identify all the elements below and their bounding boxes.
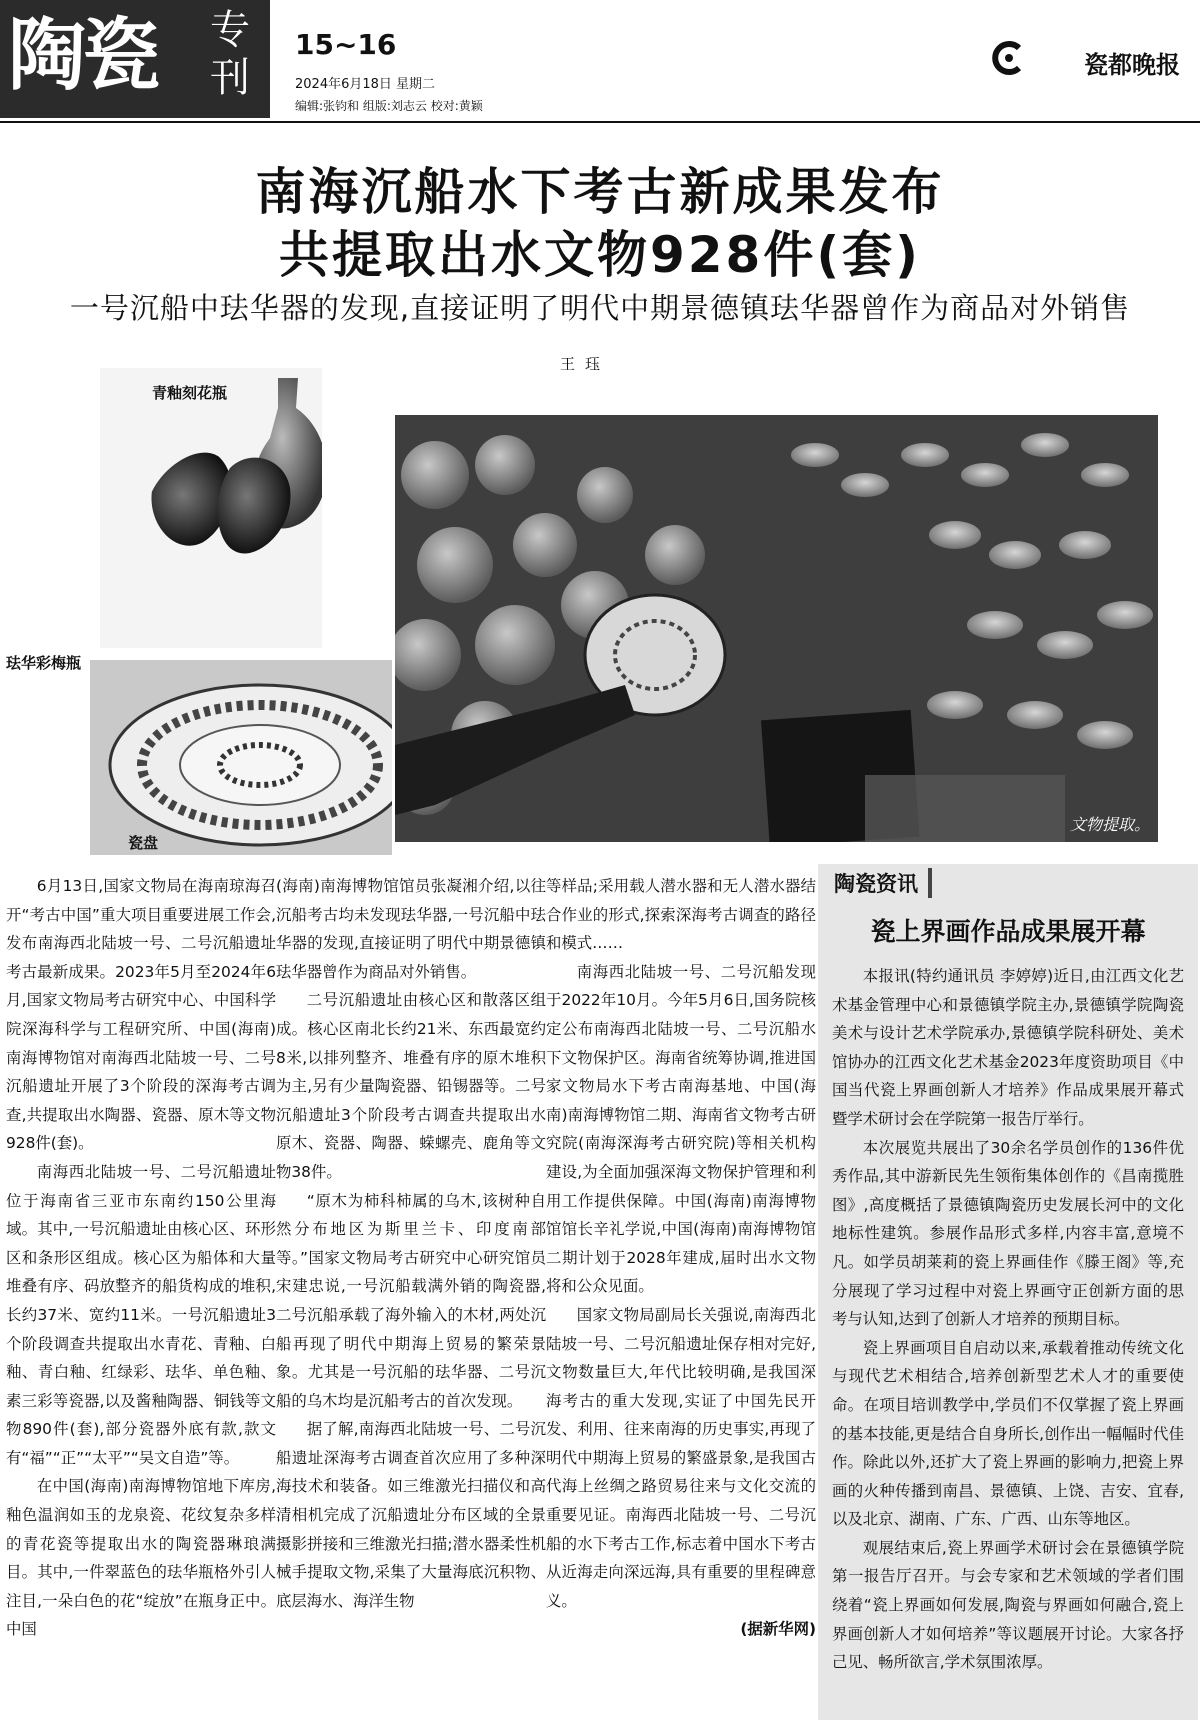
- paragraph: 瓷上界画项目自启动以来,承载着推动传统文化与现代艺术相结合,培养创新型艺术人才的重要使命。在项目培训教学中,学员们不仅掌握了瓷上界画的基本技能,更是结合自身所长,创作出一幅幅时代佳作。除此以外,还扩大了瓷上界画的影响力,把瓷上界画的火种传播到南昌、景德镇、上饶、吉安、宜春,以及北京、湖南、广东、广西、山东等地区。: [832, 1338, 1184, 1529]
- masthead-rule: [0, 121, 1200, 123]
- paragraph: 南海西北陆坡一号、二号沉船遗址位于海南省三亚市东南约150公里海域。其中,一号沉船遗址由核心区、环形区和条形区组成。核心区为船体和大量堆叠有序、码放整齐的船货构成的堆积,长约37米、宽约11米。一号沉船遗址3个阶段调查共提取出水青花、青釉、白釉、青白釉、红绿彩、珐华、单色釉、素三彩等瓷器,以及酱釉陶器、铜钱等文物890件(套),部分瓷器外底有款,款文有“福”“正”“太平”“吴文自造”等。: [6, 1162, 276, 1467]
- byline: 王珏: [560, 355, 611, 373]
- paragraph: 观展结束后,瓷上界画学术研讨会在景德镇学院第一报告厅召开。与会专家和艺术领域的学者们围绕着“瓷上界画如何发展,陶瓷与界画如何融合,瓷上界画创新人才如何培养”等议题展开讨论。大家各抒己见、畅所欲言,学术氛围浓厚。: [832, 1538, 1184, 1672]
- editors-line: 编辑:张钧和 组版:刘志云 校对:黄颖: [295, 99, 483, 113]
- sidebar-section-tag: 陶瓷资讯: [834, 868, 932, 898]
- paragraph: 在中国(海南)南海博物馆地下库房,釉色温润如玉的龙泉瓷、花纹复杂多样的青花瓷等提取出水的陶瓷器琳琅满目。其中,一件翠蓝色的珐华瓶格外引人注目,一朵白色的花“绽放”在瓶身正中。中国: [6, 1477, 276, 1639]
- issue-number: 15~16: [295, 28, 397, 61]
- paper-name: 瓷都晚报: [1084, 50, 1180, 79]
- article-column-3: [546, 872, 816, 1644]
- article-source: (据新华网): [740, 1620, 816, 1639]
- issue-date: 2024年6月18日 星期二: [295, 77, 436, 92]
- paragraph: 等样品;采用载人潜水器和无人潜水器结合作业的形式,探索深海考古调查的路径和模式……: [546, 877, 816, 953]
- paragraph: 6月13日,国家文物局在海南琼海召开“考古中国”重大项目重要进展工作会,发布南海西北陆坡一号、二号沉船遗址考古最新成果。2023年5月至2024年6月,国家文物局考古研究中心、中国科学院深海科学与工程研究所、中国(海南)南海博物馆对南海西北陆坡一号、二号沉船遗址开展了3个阶段的深海考古调查,共提取出水陶器、瓷器、原木等文物928件(套)。: [6, 877, 276, 1153]
- paragraph: “原木为柿科柿属的乌木,该树种自然分布地区为斯里兰卡、印度南部等。”国家文物局考古研究中心研究馆员宋建忠说,一号沉船载满外销的陶瓷器,二号沉船承载了海外输入的木材,两处沉船再现了明代中期海上贸易的繁荣景象。尤其是一号沉船的珐华器、二号沉船的乌木均是沉船考古的首次发现。: [276, 1191, 546, 1410]
- masthead-title: 陶瓷: [8, 10, 157, 101]
- photo-plate: [90, 660, 392, 855]
- masthead-subtitle: 专刊: [210, 7, 250, 101]
- headline-line-1: 南海沉船水下考古新成果发布: [255, 163, 945, 221]
- photo-underwater-site: [395, 415, 1158, 842]
- caption-vase: 青釉刻花瓶: [152, 384, 228, 402]
- caption-plate: 瓷盘: [128, 834, 159, 852]
- sidebar-headline: 瓷上界画作品成果展开幕: [870, 917, 1146, 946]
- paragraph: 南海西北陆坡一号、二号沉船发现于2022年10月。今年5月6日,国务院核定公布南海西北陆坡一号、二号沉船水下文物保护区。海南省统筹协调,推进国家文物局水下考古南海基地、中国(海南)南海博物馆二期、海南省文物考古研究院(南海深海考古研究院)等相关机构建设,为全面加强深海文物保护管理和利用工作提供保障。中国(海南)南海博物馆馆长辛礼学说,中国(海南)南海博物馆二期计划于2028年建成,届时出水文物将和公众见面。: [546, 962, 816, 1296]
- paragraph: 本次展览共展出了30余名学员创作的136件优秀作品,其中游新民先生领衔集体创作的《昌南揽胜图》,高度概括了景德镇陶瓷历史发展长河中的文化地标性建筑。参展作品形式多样,内容丰富,意境不凡。如学员胡莱莉的瓷上界画佳作《滕王阁》等,充分展现了学习过程中对瓷上界画守正创新方面的思考与认知,达到了创新人才培养的预期目标。: [832, 1138, 1184, 1329]
- headline-line-2: 共提取出水文物928件(套): [278, 226, 922, 284]
- photo-credit: 文物提取。: [1069, 815, 1150, 834]
- photo-vases: [100, 368, 322, 648]
- paragraph: (海南)南海博物馆馆员张凝湘介绍,以往沉船考古均未发现珐华器,一号沉船中珐华器的发现,直接证明了明代中期景德镇珐华器曾作为商品对外销售。: [276, 877, 546, 981]
- paragraph: 据了解,南海西北陆坡一号、二号沉船遗址深海考古调查首次应用了多种深海技术和装备。如三维激光扫描仪和高清相机完成了沉船遗址分布区域的全景摄影拼接和三维激光扫描;潜水器柔性机械手提取文物,采集了大量海底沉积物、底层海水、海洋生物: [276, 1420, 546, 1610]
- sidebar-body: [832, 962, 1184, 1677]
- paper-logo-icon: [989, 40, 1025, 76]
- paragraph: 国家文物局副局长关强说,南海西北陆坡一号、二号沉船遗址保存相对完好,文物数量巨大,年代比较明确,是我国深海考古的重大发现,实证了中国先民开发、利用、往来南海的历史事实,再现了明代中期海上贸易的繁盛景象,是我国古代海上丝绸之路贸易往来与文化交流的重要见证。南海西北陆坡一号、二号沉船的水下考古工作,标志着中国水下考古从近海走向深远海,具有重要的里程碑意义。: [546, 1305, 816, 1610]
- paragraph: 本报讯(特约通讯员 李婷婷)近日,由江西文化艺术基金管理中心和景德镇学院主办,景德镇学院陶瓷美术与设计艺术学院承办,景德镇学院科研处、美术馆协办的江西文化艺术基金2023年度资助项目《中国当代瓷上界画创新人才培养》作品成果展开幕式暨学术研讨会在学院第一报告厅举行。: [832, 967, 1184, 1128]
- article-column-1: [6, 872, 276, 1644]
- paragraph: 二号沉船遗址由核心区和散落区组成。核心区南北长约21米、东西最宽约8米,以排列整齐、堆叠有序的原木堆积为主,另有少量陶瓷器、铅锡器等。二号沉船遗址3个阶段考古调查共提取出水原木、瓷器、陶器、蝾螺壳、鹿角等文物38件。: [276, 991, 546, 1181]
- subheadline: 一号沉船中珐华器的发现,直接证明了明代中期景德镇珐华器曾作为商品对外销售: [69, 291, 1131, 325]
- caption-plum-vase: 珐华彩梅瓶: [6, 654, 82, 672]
- article-column-2: [276, 872, 546, 1615]
